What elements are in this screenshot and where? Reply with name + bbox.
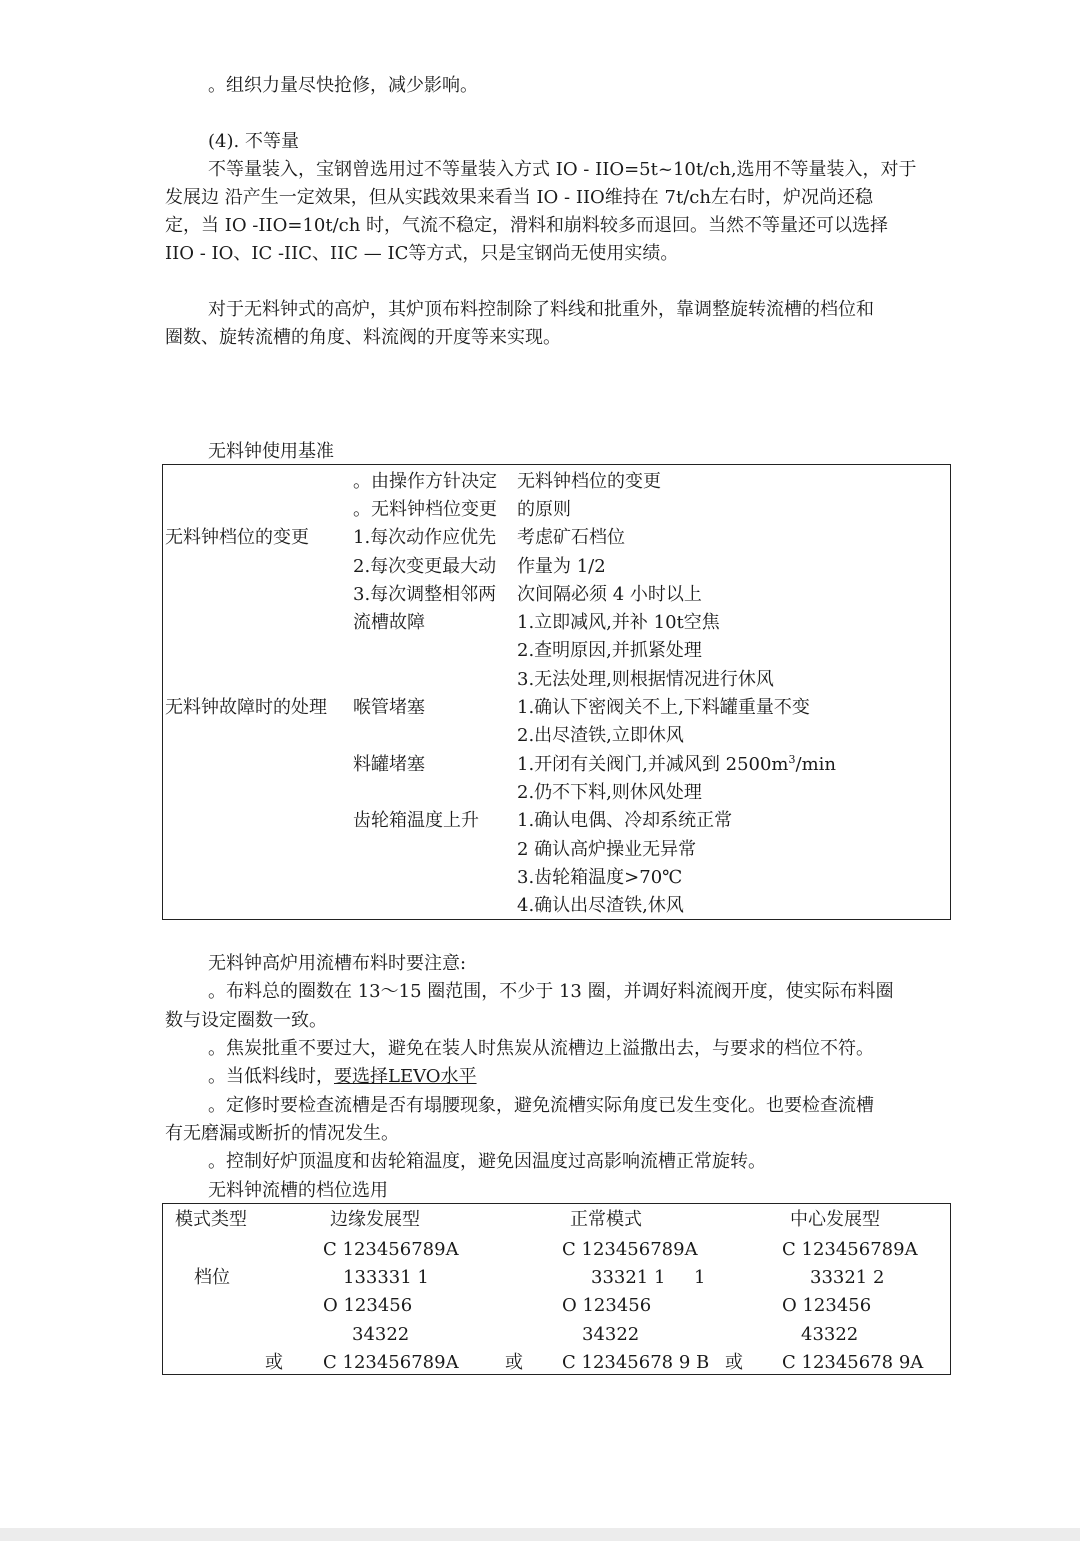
note-line: 。控制好炉顶温度和齿轮箱温度，避免因温度过高影响流槽正常旋转。 [208,1151,766,1172]
paragraph-bellless-line: 对于无料钟式的高炉，其炉顶布料控制除了料线和批重外，靠调整旋转流槽的档位和 [208,299,874,320]
table1-fault-step: 2.仍不下料,则休风处理 [517,782,702,803]
step-text: 1.开闭有关阀门,并减风到 2500m [517,754,789,775]
note-line: 。布料总的圈数在 13～15 圈范围，不少于 13 圈，并调好料流阀开度，使实际布料圈 [208,981,894,1002]
table2-or: 或 [725,1352,743,1373]
table2-cell: O 123456 [782,1295,872,1316]
superscript: 3 [788,753,796,766]
table1-fault-step: 1.确认下密阀关不上,下料罐重量不变 [517,697,810,718]
table1-fault-step: 2 确认高炉操业无异常 [517,839,697,860]
table2-cell: C 12345678 9 B [562,1352,710,1373]
paragraph-unequal-line: 发展边 沿产生一定效果，但从实践效果来看当 IO - IIO维持在 7t/ch左右时，炉况尚还稳 [165,187,873,208]
paragraph-repair: 。组织力量尽快抢修，减少影响。 [208,75,478,96]
table1-fault-name: 流槽故障 [353,612,425,633]
table2-header-mode: 模式类型 [175,1209,247,1230]
table1-caption: 无料钟使用基准 [208,441,334,462]
table1-cell: 1.每次动作应优先 [353,527,497,548]
table2-cell: C 123456789A [562,1239,698,1260]
notes-heading: 无料钟高炉用流槽布料时要注意: [208,953,467,974]
table1-section-label: 无料钟档位的变更 [165,527,309,548]
table1-fault-step: 3.齿轮箱温度>70℃ [517,867,683,888]
table1-cell: 2.每次变更最大动 [353,556,497,577]
table2-cell: C 123456789A [323,1239,459,1260]
table2-or: 或 [505,1352,523,1373]
table1-section-label: 无料钟故障时的处理 [165,697,327,718]
table1-fault-step: 1.立即减风,并补 10t空焦 [517,612,720,633]
table2-cell: 33321 2 [810,1267,885,1288]
table1-cell: 无料钟档位的变更 [517,471,661,492]
table2-cell: O 123456 [562,1295,652,1316]
table2-cell: C 123456789A [323,1352,459,1373]
table1-fault-step: 3.无法处理,则根据情况进行休风 [517,669,774,690]
note-text: 。当低料线时， [208,1066,334,1087]
table2-cell: C 12345678 9A [782,1352,924,1373]
table1-fault-name: 齿轮箱温度上升 [353,810,479,831]
note-line [208,1063,477,1091]
table2-cell: 34322 [582,1324,640,1345]
table1-cell: 。由操作方针决定 [353,471,497,492]
table1-fault-step: 2.出尽渣铁,立即休风 [517,725,684,746]
note-line: 有无磨漏或断折的情况发生。 [165,1123,399,1144]
table2-row-label: 档位 [194,1267,230,1288]
table2-cell: 43322 [801,1324,859,1345]
table1-fault-step: 1.确认电偶、冷却系统正常 [517,810,733,831]
table1-cell: 次间隔必须 4 小时以上 [517,584,702,605]
table1-fault-step: 4.确认出尽渣铁,休风 [517,895,684,916]
table2-header-edge: 边缘发展型 [330,1209,420,1230]
table2-caption: 无料钟流槽的档位选用 [208,1180,388,1201]
table2-or: 或 [265,1352,283,1373]
step-text: /min [795,754,836,775]
section-heading-unequal: (4). 不等量 [208,131,299,152]
table1-fault-name: 料罐堵塞 [353,754,425,775]
table2-cell: 133331 1 [343,1267,429,1288]
note-line: 数与设定圈数一致。 [165,1010,327,1031]
note-line: 。定修时要检查流槽是否有塌腰现象，避免流槽实际角度已发生变化。也要检查流槽 [208,1095,874,1116]
table1-fault-step: 2.查明原因,并抓紧处理 [517,640,702,661]
table1-fault-step [517,751,836,779]
table1-cell: 的原则 [517,499,571,520]
table1-cell: 作量为 1/2 [517,556,606,577]
note-line: 。焦炭批重不要过大，避免在装人时焦炭从流槽边上溢撒出去，与要求的档位不符。 [208,1038,874,1059]
table1-fault-name: 喉管堵塞 [353,697,425,718]
table2-header-center: 中心发展型 [790,1209,880,1230]
paragraph-unequal-line: 定，当 IO -IIO=10t/ch 时，气流不稳定，滑料和崩料较多而退回。当然不等量还可以选择 [165,215,889,236]
paragraph-bellless-line: 圈数、旋转流槽的角度、料流阀的开度等来实现。 [165,327,561,348]
table2-cell: 33321 1 1 [591,1267,706,1288]
note-underlined-text: 要选择LEVO水平 [334,1066,477,1087]
table1-cell: 考虑矿石档位 [517,527,625,548]
table2-header-normal: 正常模式 [570,1209,642,1230]
table2-cell: C 123456789A [782,1239,918,1260]
table1-cell: 。无料钟档位变更 [353,499,497,520]
paragraph-unequal-line: 不等量装入，宝钢曾选用过不等量装入方式 IO - IIO=5t~10t/ch,选用不等量装入，对于 [208,159,917,180]
table2-cell: 34322 [352,1324,410,1345]
table1-cell: 3.每次调整相邻两 [353,584,497,605]
table2-cell: O 123456 [323,1295,413,1316]
paragraph-unequal-line: IIO - IO、IC -IIC、IIC — IC等方式，只是宝钢尚无使用实绩。 [165,243,679,264]
